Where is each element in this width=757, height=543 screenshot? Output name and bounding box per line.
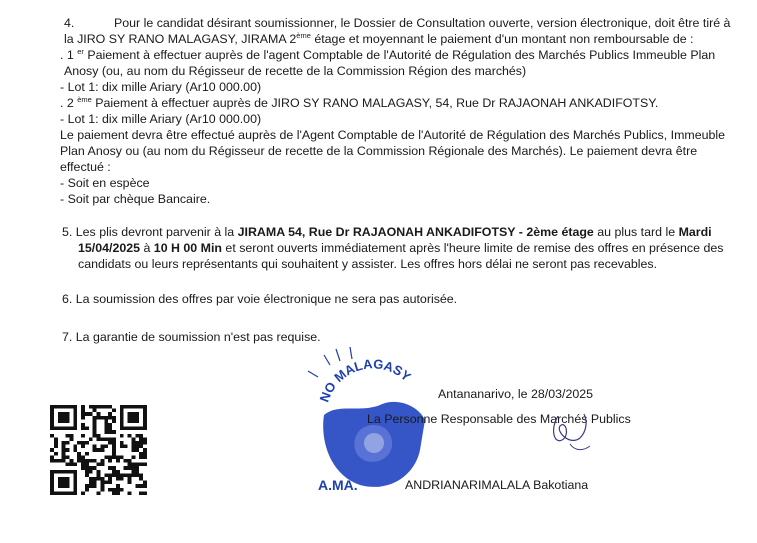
paragraph-6: 6. La soumission des offres par voie électronique ne sera pas autorisée.	[62, 292, 458, 306]
paragraph-4-line: Pour le candidat désirant soumissionner, le Dossier de Consultation ouverte, version électronique, doit être tiré à	[114, 16, 731, 30]
paragraph-5-line: 15/04/2025 à 10 H 00 Min et seront ouverts immédiatement après l'heure limite de remise des offres en présence des	[78, 241, 724, 255]
qr-code	[50, 405, 147, 495]
paragraph-4-line: - Soit par chèque Bancaire.	[60, 192, 211, 206]
stamp-top-text: NO MALAGASY	[316, 356, 414, 405]
paragraph-5-line: candidats ou leurs représentants qui souhaitent y assister. Les offres hors délai ne seront pas recevables.	[78, 257, 658, 271]
paragraph-4-line: - Lot 1: dix mille Ariary (Ar10 000.00)	[60, 112, 262, 126]
signatory-name: ANDRIANARIMALALA Bakotiana	[405, 478, 589, 492]
item-number-4: 4.	[64, 16, 75, 30]
paragraph-4-line: - Lot 1: dix mille Ariary (Ar10 000.00)	[60, 80, 262, 94]
paragraph-4-line: la JIRO SY RANO MALAGASY, JIRAMA 2ème étage et moyennant le paiement d'un montant non remboursable de :	[64, 31, 694, 46]
paragraph-4-line: - Soit en espèce	[60, 176, 150, 190]
place-date: Antananarivo, le 28/03/2025	[438, 387, 594, 401]
svg-text:NO MALAGASY	[317, 356, 415, 404]
signatory-role: La Personne Responsable des Marchés Publics	[367, 412, 631, 426]
paragraph-7: 7. La garantie de soumission n'est pas requise.	[62, 330, 321, 344]
stamp-bottom-text: A.MA.	[318, 477, 358, 493]
paragraph-5-line: 5. Les plis devront parvenir à la JIRAMA 54, Rue Dr RAJAONAH ANKADIFOTSY - 2ème étage au plus tard le Mardi	[62, 225, 712, 239]
paragraph-4-line: . 2 $^{ème}$ Paiement à effectuer auprès de JIRO SY RANO MALAGASY, 54, Rue Dr RAJAONAH ANKADIFOTSY.	[60, 95, 659, 110]
paragraph-4-line: . 1 $^{er}$ Paiement à effectuer auprès de l'agent Comptable de l'Autorité de Régulation des Marchés Publics Immeuble Plan	[60, 47, 716, 62]
paragraph-4-line: Le paiement devra être effectué auprès de l'Agent Comptable de l'Autorité de Régulation des Marchés Publics, Immeuble	[60, 128, 726, 142]
paragraph-4-line: Plan Anosy ou (au nom du Régisseur de recette de la Commission Régionale des Marchés). Le paiement devra être	[60, 144, 698, 158]
handwritten-signature	[540, 400, 600, 460]
paragraph-4-line: Anosy (ou, au nom du Régisseur de recette de la Commission Région des marchés)	[64, 64, 527, 78]
paragraph-4-line: effectué :	[60, 160, 111, 174]
